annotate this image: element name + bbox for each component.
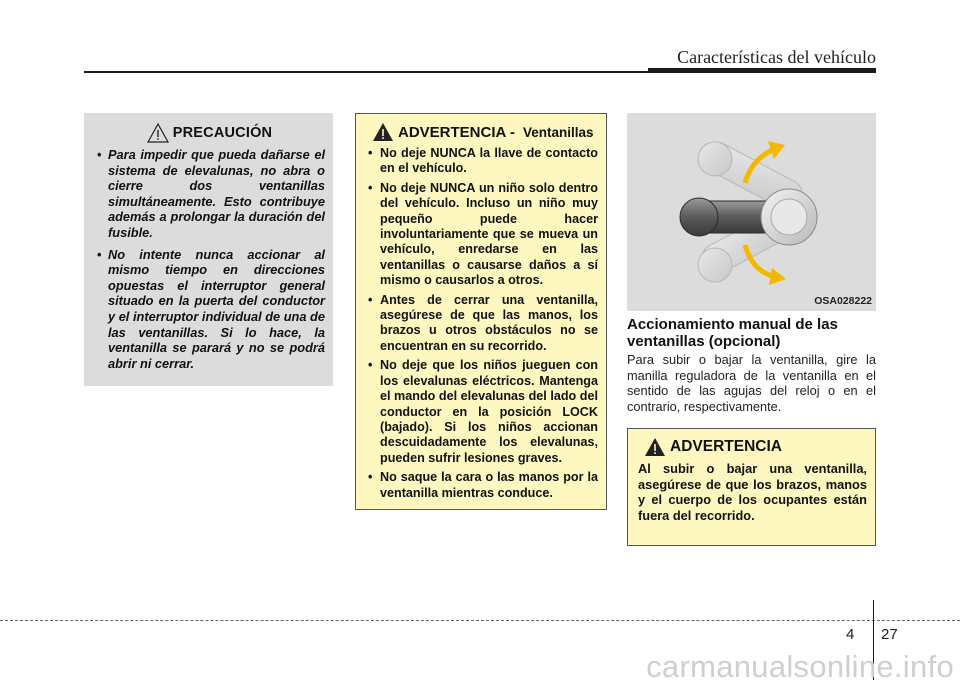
caution-title: PRECAUCIÓN [172,125,273,141]
caution-item: • Para impedir que pueda dañarse el sistema de elevalunas, no abra o cierre dos ventanillas simultáneamente. Esto contribuye además a prolongar la duración del fusible. [94,147,325,241]
warning-item: • No saque la cara o las manos por la ventanilla mientras conduce. [366,470,598,501]
warning-windows-subtitle: Ventanillas [522,124,594,140]
caution-item: • No intente nunca accionar al mismo tiempo en direcciones opuestas el interruptor general situado en la puerta del conductor y el interruptor individual de una de las ventanillas. Si lo hace, la ventanilla se parará y no se podrá abrir ni cerrar. [94,247,325,372]
section-body: Para subir o bajar la ventanilla, gire la manilla reguladora de la ventanilla en el sentido de las agujas del reloj o en el contrario, respectivamente. [627,352,876,414]
warning-item: • No deje que los niños jueguen con los elevalunas eléctricos. Mantenga el mando del elevalunas del lado del conductor en la posición LOCK (bajado). Si los niños accionan descuidadamente los elevalunas, pueden sufrir lesiones graves. [366,358,598,466]
warning-item: • No deje NUNCA un niño solo dentro del vehículo. Incluso un niño muy pequeño puede hacer involuntariamente que se mueva un vehículo, enredarse en las ventanillas o causarse daños a sí mismo o causarlos a otros. [366,181,598,289]
figure-code: OSA028222 [814,295,872,307]
warning-windows-box [355,113,607,510]
caution-triangle-icon [147,123,169,143]
warning-general-body: Al subir o bajar una ventanilla, asegúrese de que los brazos, manos y el cuerpo de los ocupantes están fuera del recorrido. [638,461,867,523]
page-number: 27 [881,626,898,643]
warning-windows-list [366,146,598,501]
window-crank-illustration [627,113,876,311]
warning-item: • Antes de cerrar una ventanilla, asegúrese de que las manos, los brazos u otros obstáculos no se encuentran en su recorrido. [366,293,598,355]
warning-triangle-icon [644,437,666,457]
warning-general-box [627,428,876,546]
header-rule-accent [648,68,876,73]
footer-divider [0,620,960,621]
page-chapter: 4 [846,626,855,643]
section-title: Accionamiento manual de las ventanillas (opcional) [627,316,838,350]
header-title: Características del vehículo [677,47,876,67]
caution-header [94,123,325,143]
window-crank-figure [627,113,876,311]
caution-box [84,113,333,386]
warning-general-title: ADVERTENCIA [670,438,782,455]
caution-list [94,147,325,371]
warning-windows-title: ADVERTENCIA - [398,123,515,141]
warning-item: • No deje NUNCA la llave de contacto en el vehículo. [366,146,598,177]
warning-windows-header [366,122,598,142]
warning-triangle-icon [372,122,394,142]
warning-general-header [638,437,867,457]
watermark: carmanualsonline.info [646,649,954,684]
